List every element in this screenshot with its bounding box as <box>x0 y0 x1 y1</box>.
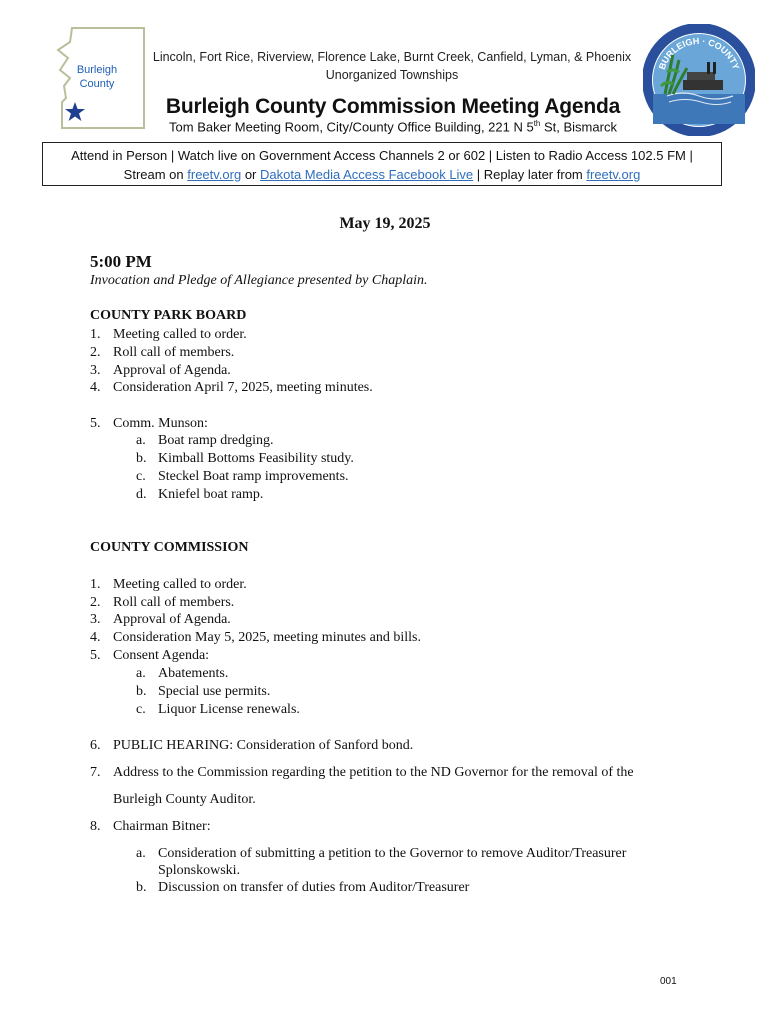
map-label-county: County <box>79 78 115 90</box>
meeting-date: May 19, 2025 <box>339 215 431 232</box>
list-item: 3. Approval of Agenda. <box>90 363 231 378</box>
sub-list-item: d. Kniefel boat ramp. <box>136 487 264 502</box>
meeting-time: 5:00 PM <box>90 252 152 271</box>
sub-list-item: a. Abatements. <box>136 666 229 681</box>
banner-line-1: Attend in Person | Watch live on Government Access Channels 2 or 602 | Listen to Radio Access 102.5 FM | <box>71 148 693 163</box>
county-outline-icon <box>54 26 150 130</box>
location-city: St, Bismarck <box>540 119 617 135</box>
county-seal-logo <box>643 24 755 136</box>
list-item: 5. Comm. Munson: <box>90 416 208 431</box>
sub-list-item: c. Liquor License renewals. <box>136 702 300 717</box>
sub-list-item: c. Steckel Boat ramp improvements. <box>136 469 349 484</box>
townships-line-1: Lincoln, Fort Rice, Riverview, Florence Lake, Burnt Creek, Canfield, Lyman, & Phoenix <box>152 50 632 64</box>
list-item: 6. PUBLIC HEARING: Consideration of Sanford bond. <box>90 738 414 753</box>
list-item: 1. Meeting called to order. <box>90 577 247 592</box>
attendance-banner <box>42 142 722 186</box>
list-item: 8. Chairman Bitner: <box>90 819 211 834</box>
list-item: 1. Meeting called to order. <box>90 327 247 342</box>
banner-replay: | Replay later from <box>473 167 587 182</box>
banner-or: or <box>241 167 260 182</box>
location-text: Tom Baker Meeting Room, City/County Office Building, 221 N 5 <box>169 119 534 135</box>
list-item: 7. Address to the Commission regarding the petition to the ND Governor for the removal of the <box>90 765 634 780</box>
banner-line-2 <box>43 165 721 184</box>
list-item: 2. Roll call of members. <box>90 595 235 610</box>
page-number: 001 <box>660 976 677 987</box>
list-item: 3. Approval of Agenda. <box>90 612 231 627</box>
sub-list-item: a. Consideration of submitting a petition to the Governor to remove Auditor/Treasurer <box>136 846 627 861</box>
seal-text: BURLEIGH · COUNTY <box>656 35 742 71</box>
commission-heading: COUNTY COMMISSION <box>90 540 249 555</box>
park-board-heading: COUNTY PARK BOARD <box>90 308 247 323</box>
sub-list-item: b. Special use permits. <box>136 684 271 699</box>
page-title: Burleigh County Commission Meeting Agenda <box>165 95 621 118</box>
location-superscript: th <box>533 119 541 128</box>
freetv-replay-link[interactable]: freetv.org <box>586 167 641 182</box>
sub-list-item: b. Kimball Bottoms Feasibility study. <box>136 451 354 466</box>
banner-stream-on: Stream on <box>123 167 188 182</box>
freetv-link[interactable]: freetv.org <box>187 167 242 182</box>
sub-list-item: a. Boat ramp dredging. <box>136 433 274 448</box>
facebook-live-link[interactable]: Dakota Media Access Facebook Live <box>260 167 474 182</box>
list-item: 4. Consideration May 5, 2025, meeting minutes and bills. <box>90 630 421 645</box>
townships-list <box>152 48 632 84</box>
list-item: 2. Roll call of members. <box>90 345 235 360</box>
list-item-continuation: Burleigh County Auditor. <box>113 792 256 807</box>
list-item: 4. Consideration April 7, 2025, meeting minutes. <box>90 380 373 395</box>
map-label-burleigh: Burleigh <box>76 64 118 76</box>
county-map-logo <box>54 26 150 130</box>
sub-list-item: b. Discussion on transfer of duties from Auditor/Treasurer <box>136 880 470 895</box>
townships-line-2: Unorganized Townships <box>325 68 459 82</box>
invocation-note: Invocation and Pledge of Allegiance presented by Chaplain. <box>90 273 428 288</box>
star-icon <box>65 102 85 121</box>
county-seal-icon <box>643 24 755 136</box>
sub-list-item-continuation: Splonskowski. <box>158 863 241 878</box>
meeting-location <box>152 119 634 134</box>
list-item: 5. Consent Agenda: <box>90 648 210 663</box>
